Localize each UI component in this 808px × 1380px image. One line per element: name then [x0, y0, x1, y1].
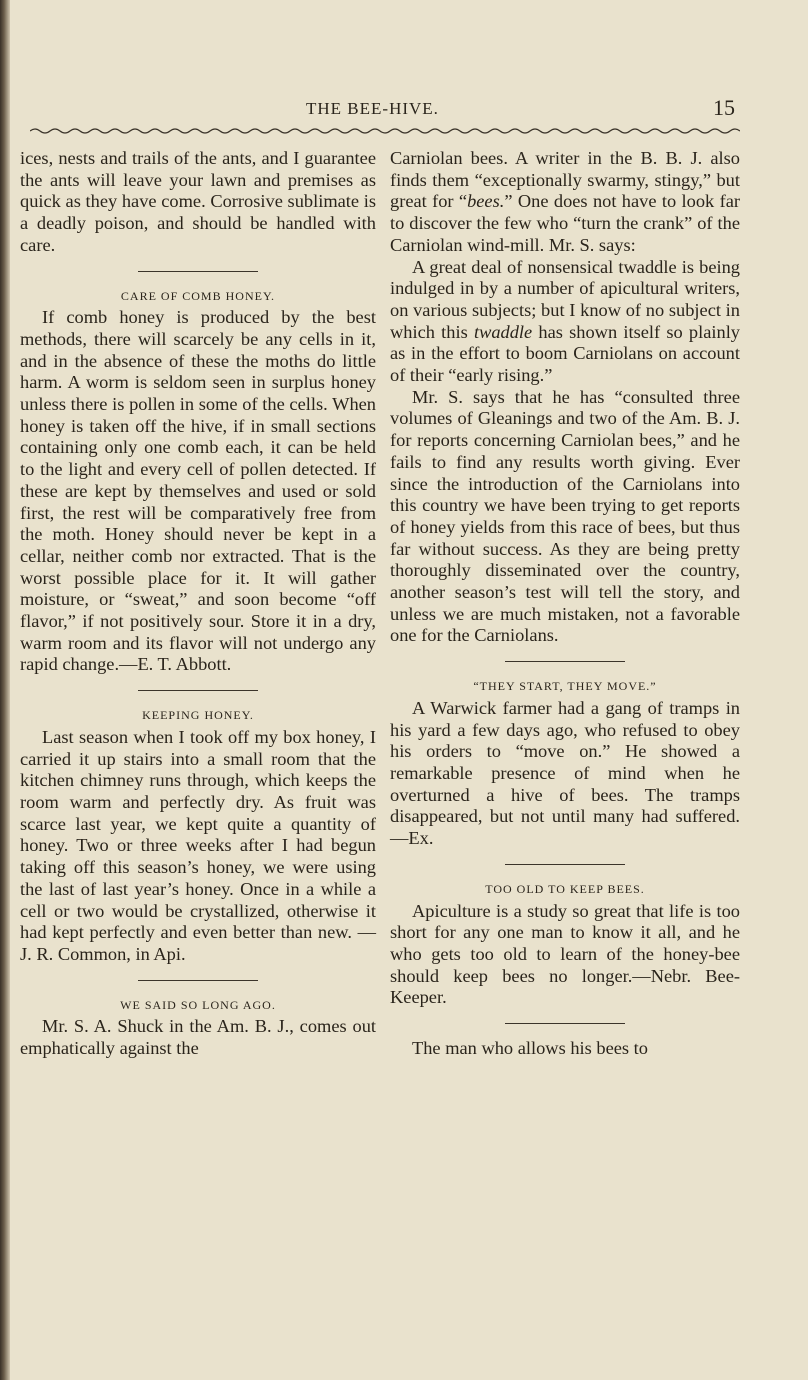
carniolan-reports-paragraph: Mr. S. says that he has “consulted three volumes of Gleanings and two of the Am. B. J. for reports concerning Carniolan bees,” and he fails to find any results worth giving. Ever since the introduction of the Carniolans into this country we have been trying to get reports of honey yields from this race of bees, but thus far without success. As they are being pretty thoroughly disseminated over the country, another season’s test will tell the story, and unless we are much mistaken, not a favorable one for the Carniolans. — [390, 386, 740, 646]
quote-twaddle: A great deal of nonsensical twaddle is being indulged in by a number of apicultural writers, on various subjects; but I know of no subject in which this twaddle has shown itself so plainly as in the effort to boom Carniolans on account of their “early rising.” — [390, 256, 740, 386]
right-column — [390, 148, 740, 1060]
section-divider — [138, 980, 258, 981]
section-divider — [505, 864, 625, 865]
heading-too-old-to-keep-bees: TOO OLD TO KEEP BEES. — [485, 881, 645, 896]
page-number: 15 — [713, 95, 735, 120]
heading-keeping-honey: KEEPING HONEY. — [142, 708, 254, 723]
warwick-farmer-text: A Warwick farmer had a gang of tramps in his yard a few days ago, who refused to obey his orders to “move on.” He showed a remarkable presence of mind when he overturned a hive of bees. The tramps disappeared, but not until many had suffered.—Ex. — [390, 697, 740, 849]
we-said-so-long-ago-text: Mr. S. A. Shuck in the Am. B. J., comes out emphatically against the — [20, 1016, 376, 1059]
section-divider — [138, 271, 258, 272]
heading-care-of-comb-honey: CARE OF COMB HONEY. — [120, 288, 276, 303]
keeping-honey-text: Last season when I took off my box honey, I carried it up stairs into a small room that the kitchen chimney runs through, which keeps the room warm and perfectly dry. As fruit was scarce last year, we kept quite a quantity of honey. Two or three weeks after I had begun taking off this season’s honey, we were using the last of last year’s honey. Once in a while a cell or two would be crystallized, otherwise it had kept perfectly and even better than new. —J. R. Common, in Api. — [20, 726, 376, 964]
emphasis-twaddle: twaddle — [473, 321, 533, 342]
heading-we-said-so-long-ago: WE SAID SO LONG AGO. — [120, 997, 276, 1012]
allows-bees-text: The man who allows his bees to — [412, 1038, 648, 1059]
emphasis-bees: bees. — [467, 191, 505, 212]
care-of-comb-honey-text: If comb honey is produced by the best methods, there will scarcely be any cells in it, and in the absence of these the moths do little harm. A worm is seldom seen in surplus honey unless there is pollen in some of the cells. When honey is taken off the hive, if in small sections containing only one comb each, it can be held to the light and every cell of pollen detected. If these are kept by themselves and used or sold first, the rest will be comparatively free from the moth. Honey should never be kept in a cellar, neither comb nor extracted. That is the worst possible place for it. It will gather moisture, or “sweat,” and soon become “off flavor,” if not positively sour. Store it in a dry, warm room and its flavor will not undergo any rapid change.—E. T. Abbott. — [20, 307, 376, 675]
heading-they-start-they-move: “THEY START, THEY MOVE.” — [473, 679, 657, 694]
section-divider — [505, 1023, 625, 1024]
section-divider — [138, 690, 258, 691]
header-wavy-rule — [30, 126, 740, 136]
section-divider — [505, 661, 625, 662]
ants-paragraph-end: ices, nests and trails of the ants, and I guarantee the ants will leave your lawn and premises as quick as they have come. Corrosive sublimate is a deadly poison, and should be handled with care. — [20, 148, 376, 255]
running-title: THE BEE-HIVE. — [306, 99, 439, 118]
left-column — [20, 148, 376, 1060]
too-old-text: Apiculture is a study so great that life is too short for any one man to know it all, and he who gets too old to learn of the honey-bee should keep bees no longer.—Nebr. Bee-Keeper. — [390, 900, 740, 1008]
carniolan-paragraph: Carniolan bees. A writer in the B. B. J. also finds them “exceptionally swarmy, stingy,” but great for “bees.” One does not have to look far to discover the few who “turn the crank” of the Carniolan wind-mill. Mr. S. says: — [390, 148, 740, 255]
book-binding-edge — [0, 0, 10, 1380]
